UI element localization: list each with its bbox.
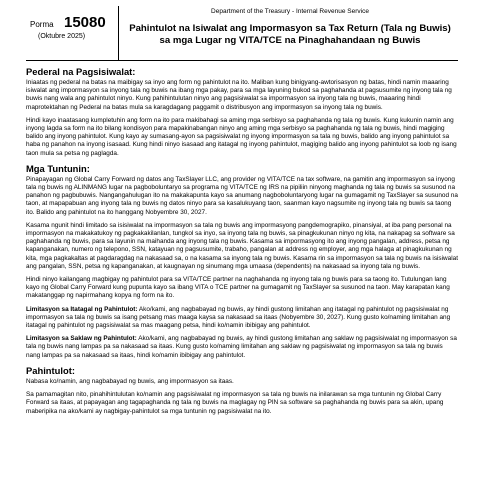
form-title-line1: Pahintulot na Isiwalat ang Impormasyon sa Tax Return (Tala ng Buwis) — [129, 23, 451, 34]
paragraph: Hindi ninyo kailangang magbigay ng pahintulot para sa VITA/TCE partner na naghahanda ng inyong tala ng buwis para sa taong ito. Tutulungan lang kayo ng Global Carry Forward kung pupunta kayo sa ibang VITA o TCE partner na gumagamit ng TaxSlayer sa susunod na taon. May karapatan kang makatanggap ng napirmahang kopya ng form na ito. — [26, 276, 450, 300]
paragraph: Sa pamamagitan nito, pinahihintulutan ko/namin ang pagsisiwalat ng impormasyon sa tala ng buwis na inilarawan sa mga tuntunin ng Global Carry Forward sa itaas, at papayagan ang tagapaghanda ng tala ng buwis na maglagay ng PIN sa software sa paghahanda ng buwis para sa akin, upang maberipika na ako/kami ay nagbigay-pahintulot sa mga tuntunin ng pagsisiwalat na ito. — [26, 391, 444, 415]
form-number: 15080 — [64, 14, 106, 31]
terms-section — [26, 163, 458, 360]
section-heading: Pahintulot: — [26, 364, 75, 376]
paragraph: Kasama ngunit hindi limitado sa isisiwalat na impormasyon sa tala ng buwis ang impormasyong pangdemograpiko, pinansiyal, at iba pang personal na impormasyon na makakatukoy ng pagkakakilanlan, tungkol sa inyo, sa inyong tala ng buwis, sa pinagkukunan ninyo ng kita, na nakapag sa software sa paghahanda ng buwis, para sa layunin na maihanda ang inyong tala ng buwis. Kasama sa impormasyong ito ang inyong pangalan, address, petsa ng kapanganakan, numero ng telepono, SSN, katayuan ng pagsusumite, trabaho, pangalan at address ng employer, ang mga halaga at pinagkukunan ng kita, mga pagkakaltas at pagdaragdag na nakasaad sa, o na kasama sa inyong tala ng buwis. Kasama rin sa impormasyon sa tala ng buwis na isisiwalat ang pangalan, SSN, petsa ng kapanganakan, at kaugnayan ng sinumang mga umaasa (dependents) na nakasaad sa inyong tala ng buwis. — [26, 221, 458, 270]
form-edition: (Oktubre 2025) — [38, 33, 86, 40]
consent-section — [26, 365, 458, 416]
form-content — [26, 66, 458, 421]
paragraph: Nabasa ko/namin, ang nagbabayad ng buwis, ang impormasyon sa itaas. — [26, 377, 234, 385]
paragraph: Iniaatas ng pederal na batas na maibigay sa inyo ang form ng pahintulot na ito. Maliban kung binigyang-awtorisasyon ng batas, hindi namin maaaring isiwalat ang impormasyon sa inyong tala ng buwis na ibang mga pakay, para sa mga layuning bukod sa paghahanda at pagsusumite ng inyong tala ng buwis nang wala ang pahintulot ninyo. Kung pahihintulutan ninyo ang pagsisiwalat sa impormasyon sa inyong tala ng buwis, maaaring hindi maprotektahan ng Pederal na batas mula sa karagdagang paggamit o distribusyon ang impormasyon sa inyong tala ng buwis. — [26, 79, 452, 111]
form-header — [26, 6, 458, 61]
limit-scope-paragraph — [26, 335, 458, 360]
limit-scope-label: Limitasyon sa Saklaw ng Pahintulot: — [26, 335, 137, 343]
paragraph: Hindi kayo inaatasang kumpletuhin ang form na ito para makibahagi sa aming mga serbisyo sa paghahanda ng tala ng buwis. Kung kukunin namin ang inyong lagda sa form na ito bilang kondisyon para mapakinabangan ninyo ang aming mga serbisyo sa paghahanda ng tala ng buwis, hindi magiging balido ang inyong pahintulot. Kung kayo ay sumasang-ayon sa pagsisiwalat ng inyong impormasyon sa tala ng buwis, balido ang inyong pahintulot sa haba ng panahon na inyong isasaad. Kung hindi ninyo isasaad ang itatagal ng inyong pahintulot, magiging balido ang inyong pahintulot sa loob ng isang taon mula sa petsa ng paglagda. — [26, 116, 457, 157]
form-title — [122, 23, 458, 47]
form-title-line2: sa mga Lugar ng VITA/TCE na Pinaghahandaan ng Buwis — [159, 35, 421, 46]
section-heading: Mga Tuntunin: — [26, 162, 90, 174]
paragraph: Pinapayagan ng Global Carry Forward ng datos ang TaxSlayer LLC, ang provider ng VITA/TCE na tax software, na gamitin ang impormasyon sa inyong tala ng buwis ng ALINMANG lugar na pagboboluntaryo sa programa ng VITA/TCE ng IRS na pipiliin ninyong maghanda ng tala ng buwis sa susunod na panahon ng pagbubuwis. Nangangahulugan ito na makakapunta kayo sa anumang nagboboluntaryong lugar na gumagamit ng TaxSlayer sa susunod na taon, at mapapabuan ang inyong tala ng buwis ng datos ninyo para sa kasalukuyang taon, saanman kayo nagsumite ng inyong tala ng buwis sa taong ito. Balido ang pahintulot na ito hanggang Nobyembre 30, 2027. — [26, 175, 458, 216]
limit-duration-label: Limitasyon sa Itatagal ng Pahintulot: — [26, 305, 138, 313]
form-id-box — [26, 6, 119, 60]
porma-label: Porma — [30, 20, 54, 29]
federal-disclosure-section — [26, 66, 458, 158]
limit-duration-paragraph — [26, 306, 458, 331]
limit-duration-text: Ako/kami, ang nagbabayad ng buwis, ay hindi gustong limitahan ang itatagal ng pahintulot ng pagsisiwalat ng impormasyon sa tala ng buwis sa isang petsang mas maaga kaysa sa nakasaad sa itaas (Nobyembre 30, 2027). Kung gusto ko/naming limitahan ang itatagal ng pahintulot ng pagsisiwalat sa mas maagang petsa, hindi ko/namin ibibigay ang pahintulot. — [26, 305, 451, 330]
section-heading: Pederal na Pagsisiwalat: — [26, 66, 136, 77]
department-name: Department of the Treasury - Internal Revenue Service — [211, 8, 369, 15]
limit-scope-text: Ako/kami, ang nagbabayad ng buwis, ay hindi gustong limitahan ang saklaw ng pagsisiwalat ng impormasyon sa tala ng buwis nang lampas pa sa nakasaad sa itaas. Kung gusto ko/naming limitahan ang saklaw ng pagsisiwalat ng impormasyon sa tala ng buwis nang lampas pa sa nakasaad sa itaas, hindi ko/namin ibibigay ang pahintulot. — [26, 335, 457, 359]
